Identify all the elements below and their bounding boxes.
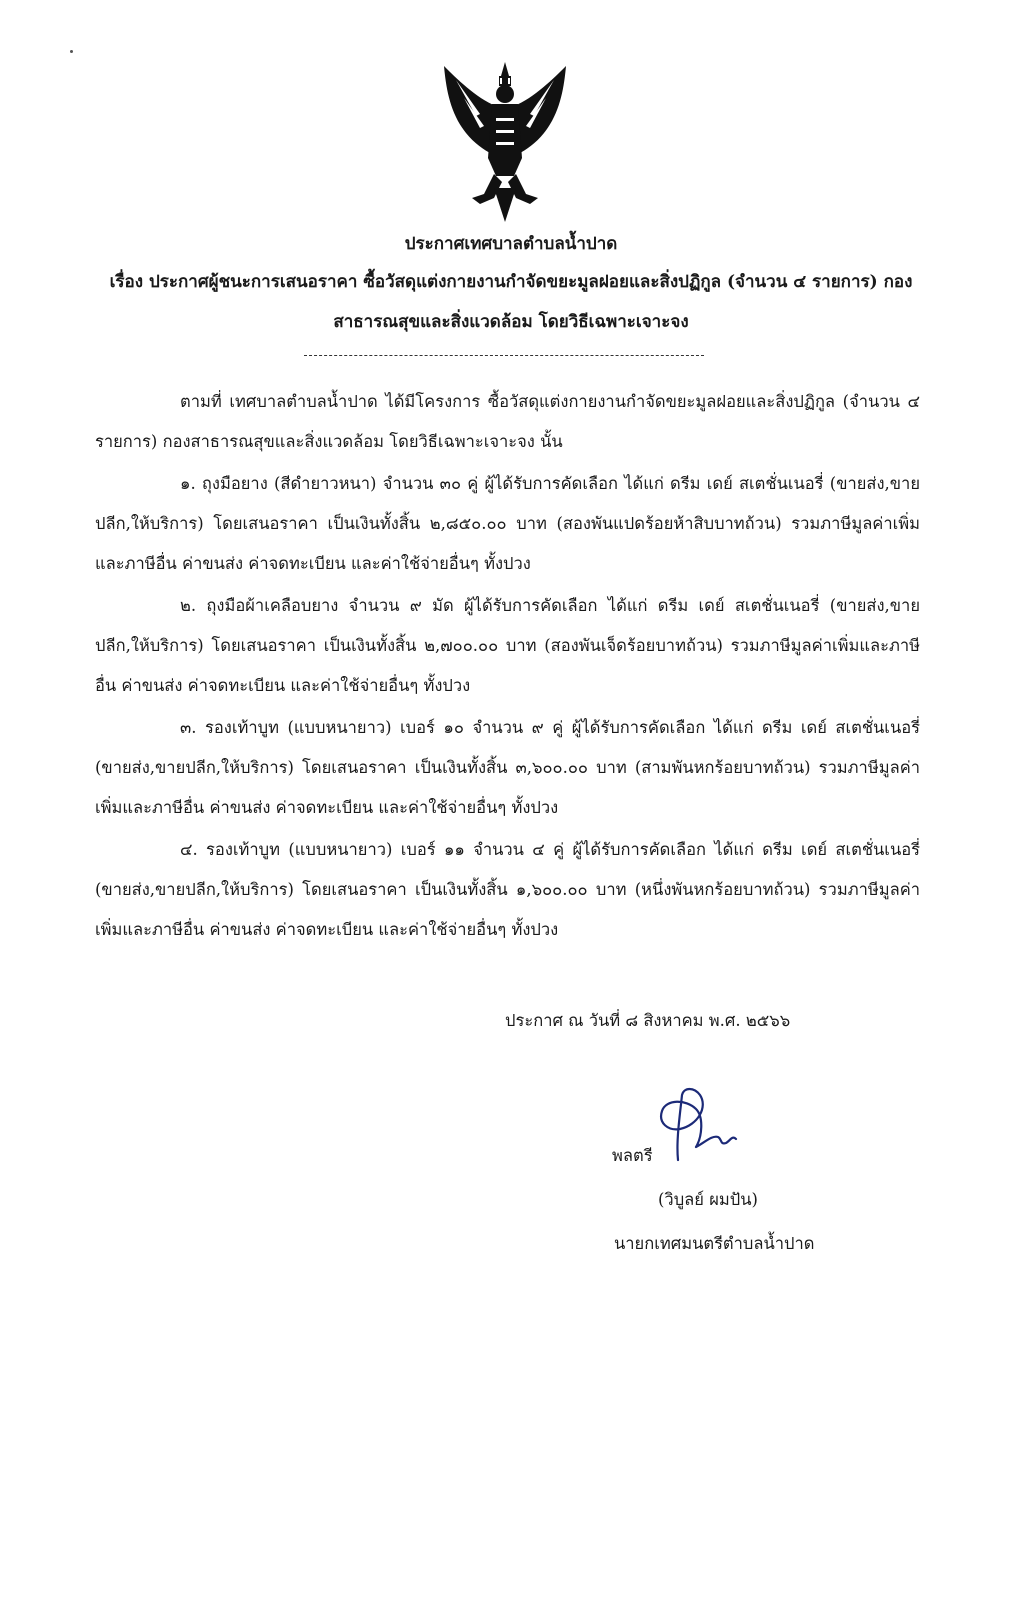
scan-speck: [70, 50, 73, 53]
signature-icon: [638, 1085, 748, 1165]
item-paragraph-4: ๔. รองเท้าบูท (แบบหนายาว) เบอร์ ๑๑ จำนวน ๔ คู่ ผู้ได้รับการคัดเลือก ได้แก่ ดรีม เดย์ สเตชั่นเนอรี่ (ขายส่ง,ขายปลีก,ให้บริการ) โดยเสนอราคา เป็นเงินทั้งสิ้น ๑,๖๐๐.๐๐ บาท (หนึ่งพันหกร้อยบาทถ้วน) รวมภาษีมูลค่าเพิ่มและภาษีอื่น ค่าขนส่ง ค่าจดทะเบียน และค่าใช้จ่ายอื่นๆ ทั้งปวง: [95, 840, 920, 939]
intro-paragraph: ตามที่ เทศบาลตำบลน้ำปาด ได้มีโครงการ ซื้อวัสดุแต่งกายงานกำจัดขยะมูลฝอยและสิ่งปฏิกูล (จำนวน ๔ รายการ) กองสาธารณสุขและสิ่งแวดล้อม โดยวิธีเฉพาะเจาะจง นั้น: [95, 392, 920, 451]
announcement-date: ประกาศ ณ วันที่ ๘ สิงหาคม พ.ศ. ๒๕๖๖: [505, 1011, 791, 1030]
signer-position: นายกเทศมนตรีตำบลน้ำปาด: [614, 1234, 815, 1253]
item-paragraph-3: ๓. รองเท้าบูท (แบบหนายาว) เบอร์ ๑๐ จำนวน ๙ คู่ ผู้ได้รับการคัดเลือก ได้แก่ ดรีม เดย์ สเตชั่นเนอรี่ (ขายส่ง,ขายปลีก,ให้บริการ) โดยเสนอราคา เป็นเงินทั้งสิ้น ๓,๖๐๐.๐๐ บาท (สามพันหกร้อยบาทถ้วน) รวมภาษีมูลค่าเพิ่มและภาษีอื่น ค่าขนส่ง ค่าจดทะเบียน และค่าใช้จ่ายอื่นๆ ทั้งปวง: [95, 718, 920, 817]
item-paragraph-2: ๒. ถุงมือผ้าเคลือบยาง จำนวน ๙ มัด ผู้ได้รับการคัดเลือก ได้แก่ ดรีม เดย์ สเตชั่นเนอรี่ (ขายส่ง,ขายปลีก,ให้บริการ) โดยเสนอราคา เป็นเงินทั้งสิ้น ๒,๗๐๐.๐๐ บาท (สองพันเจ็ดร้อยบาทถ้วน) รวมภาษีมูลค่าเพิ่มและภาษีอื่น ค่าขนส่ง ค่าจดทะเบียน และค่าใช้จ่ายอื่นๆ ทั้งปวง: [95, 596, 920, 695]
subject-line-2: สาธารณสุขและสิ่งแวดล้อม โดยวิธีเฉพาะเจาะจง: [333, 312, 689, 332]
signer-rank: พลตรี: [612, 1146, 653, 1165]
announcement-title: ประกาศเทศบาลตำบลน้ำปาด: [404, 234, 618, 254]
title-divider: [304, 355, 704, 356]
item-paragraph-1: ๑. ถุงมือยาง (สีดำยาวหนา) จำนวน ๓๐ คู่ ผู้ได้รับการคัดเลือก ได้แก่ ดรีม เดย์ สเตชั่นเนอรี่ (ขายส่ง,ขายปลีก,ให้บริการ) โดยเสนอราคา เป็นเงินทั้งสิ้น ๒,๘๕๐.๐๐ บาท (สองพันแปดร้อยห้าสิบบาทถ้วน) รวมภาษีมูลค่าเพิ่มและภาษีอื่น ค่าขนส่ง ค่าจดทะเบียน และค่าใช้จ่ายอื่นๆ ทั้งปวง: [95, 474, 920, 573]
signer-name: (วิบูลย์ ผมปัน): [658, 1190, 758, 1209]
garuda-emblem-icon: [436, 58, 574, 226]
subject-line-1: เรื่อง ประกาศผู้ชนะการเสนอราคา ซื้อวัสดุแต่งกายงานกำจัดขยะมูลฝอยและสิ่งปฏิกูล (จำนวน ๔ รายการ) กอง: [109, 272, 913, 292]
